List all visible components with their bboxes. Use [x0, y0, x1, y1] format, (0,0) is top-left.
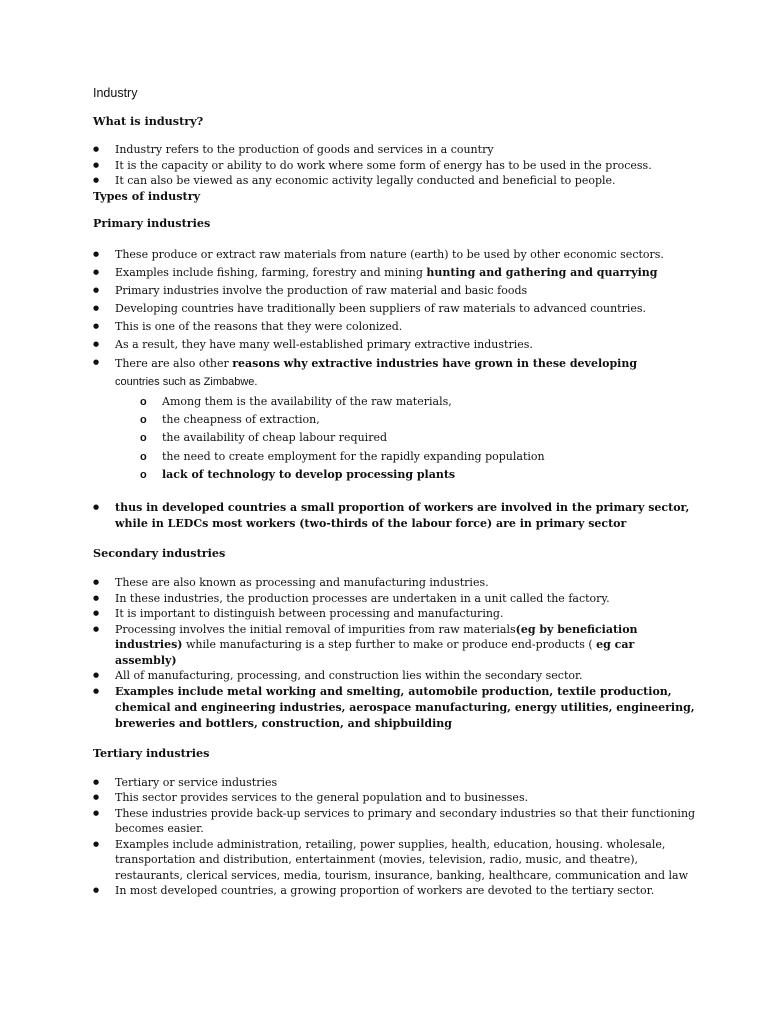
- bold-text-span: reasons why extractive industries have grown in these developing: [232, 356, 638, 370]
- list-item: ● thus in developed countries a small proportion of workers are involved in the primary sector, while in LEDCs most workers (two-thirds of the labour force) are in primary sector: [93, 500, 698, 532]
- list-item: ● As a result, they have many well-established primary extractive industries.: [93, 337, 698, 353]
- bold-text-span: (eg by beneficiation industries): [115, 622, 638, 652]
- list-item: ● It is the capacity or ability to do work where some form of energy has to be used in the process.: [93, 158, 698, 174]
- sub-list-item: o the need to create employment for the rapidly expanding population: [93, 448, 698, 466]
- list-item: ● These produce or extract raw materials from nature (earth) to be used by other economic sectors.: [93, 247, 698, 263]
- list-item: ● This is one of the reasons that they were colonized.: [93, 319, 698, 335]
- text-span: while manufacturing is a step further to make or produce end-products (: [182, 638, 597, 652]
- list-item: ● Examples include administration, retailing, power supplies, health, education, housing. wholesale, transportation and distribution, entertainment (movies, television, radio, music, and theatre), restaurants, clerical services, media, tourism, insurance, banking, healthcare, communication and law: [93, 837, 698, 884]
- list-item: ● Industry refers to the production of goods and services in a country: [93, 142, 698, 158]
- text-span: countries such as Zimbabwe.: [115, 375, 258, 388]
- list-item: [93, 622, 698, 669]
- list-item: ● All of manufacturing, processing, and construction lies within the secondary sector.: [93, 668, 698, 684]
- sub-list-item: o lack of technology to develop processing plants: [93, 466, 698, 484]
- list-item: ● In most developed countries, a growing proportion of workers are devoted to the tertiary sector.: [93, 883, 698, 899]
- list-item: ● It can also be viewed as any economic activity legally conducted and beneficial to people.: [93, 173, 698, 189]
- list-item: ● These are also known as processing and manufacturing industries.: [93, 575, 698, 591]
- list-item: [93, 355, 698, 391]
- sub-list-item: o the availability of cheap labour required: [93, 429, 698, 447]
- bold-text-span: eg car assembly): [115, 638, 635, 667]
- secondary-list: [93, 575, 698, 732]
- heading-primary-industries: Primary industries: [93, 215, 211, 230]
- heading-tertiary-industries: Tertiary industries: [93, 745, 210, 760]
- text-span: There are also other: [115, 356, 233, 370]
- list-item: ● Developing countries have traditionally been suppliers of raw materials to advanced countries.: [93, 301, 698, 317]
- primary-sublist: [93, 393, 698, 484]
- list-item: [93, 265, 698, 281]
- bold-text-span: hunting and gathering and quarrying: [426, 265, 658, 279]
- page-title: Industry: [93, 86, 138, 100]
- list-item: ● These industries provide back-up services to primary and secondary industries so that their functioning becomes easier.: [93, 806, 698, 837]
- sub-list-item: o Among them is the availability of the raw materials,: [93, 393, 698, 411]
- list-item: ● It is important to distinguish between processing and manufacturing.: [93, 606, 698, 622]
- primary-summary-list: [93, 500, 698, 532]
- primary-list: [93, 247, 698, 391]
- list-item: ● This sector provides services to the general population and to businesses.: [93, 790, 698, 806]
- sub-list-item: o the cheapness of extraction,: [93, 411, 698, 429]
- list-item: ● Tertiary or service industries: [93, 775, 698, 791]
- tertiary-list: [93, 775, 698, 899]
- text-span: Examples include fishing, farming, forestry and mining: [115, 265, 427, 279]
- heading-secondary-industries: Secondary industries: [93, 546, 226, 561]
- heading-what-is-industry: What is industry?: [93, 114, 204, 128]
- what-is-list: [93, 142, 698, 189]
- heading-types-of-industry: Types of industry: [93, 188, 201, 203]
- text-span: Processing involves the initial removal of impurities from raw materials: [115, 622, 516, 636]
- list-item: ● In these industries, the production processes are undertaken in a unit called the factory.: [93, 591, 698, 607]
- list-item: ● Examples include metal working and smelting, automobile production, textile production, chemical and engineering industries, aerospace manufacturing, energy utilities, engineering, breweries and bottlers, construction, and shipbuilding: [93, 684, 698, 732]
- list-item: ● Primary industries involve the production of raw material and basic foods: [93, 283, 698, 299]
